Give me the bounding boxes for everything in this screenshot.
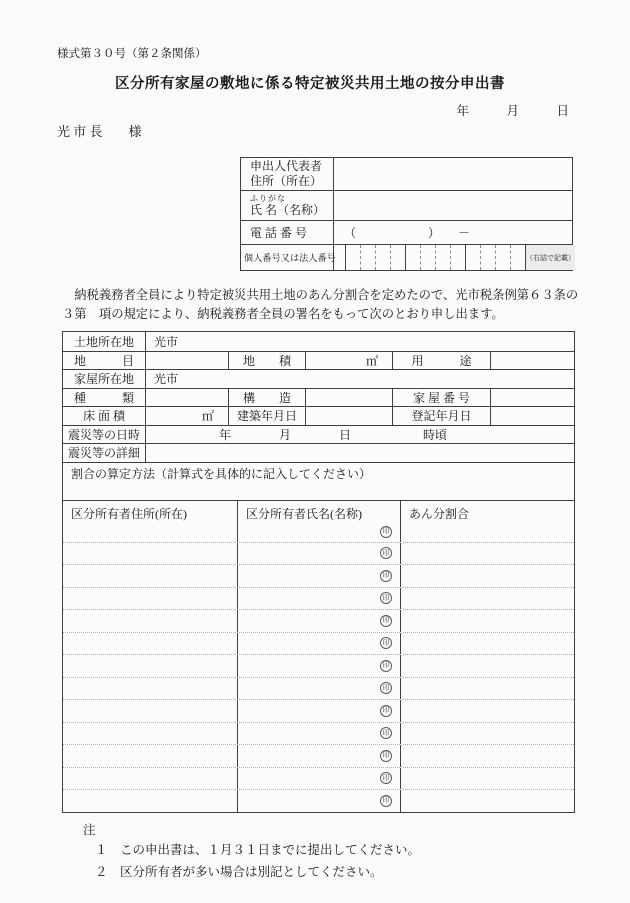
form-title: 区分所有家屋の敷地に係る特定被災共用土地の按分申出書 bbox=[115, 76, 505, 92]
owner-name-cell[interactable] bbox=[238, 700, 401, 722]
number-lead-cell[interactable] bbox=[334, 245, 346, 270]
number-digit-cell[interactable] bbox=[346, 245, 360, 270]
note-item-1: １ この申出書は、１月３１日までに提出してください。 bbox=[95, 843, 421, 857]
disaster-datetime-label: 震災等の日時 bbox=[63, 426, 146, 443]
phone-field[interactable]: （ ） － bbox=[344, 226, 471, 240]
seal-icon: 印 bbox=[380, 750, 392, 762]
disaster-datetime-field[interactable]: 年 月 日 時頃 bbox=[219, 427, 448, 442]
owners-header-row bbox=[63, 500, 574, 542]
owner-ratio-cell[interactable] bbox=[401, 543, 574, 565]
personal-number-label: 個人番号又は法人番号 bbox=[241, 245, 334, 270]
owner-ratio-cell[interactable] bbox=[401, 655, 574, 677]
number-digit-cell[interactable] bbox=[450, 245, 465, 270]
registry-date-field[interactable] bbox=[491, 407, 574, 425]
form-number: 様式第３０号（第２条関係） bbox=[57, 48, 207, 60]
land-category-field[interactable] bbox=[146, 352, 229, 370]
floor-area-field[interactable]: ㎡ bbox=[146, 407, 229, 425]
registry-date-label: 登記年月日 bbox=[393, 407, 491, 425]
calculation-method-field[interactable]: 割合の算定方法（計算式を具体的に記入してください） bbox=[71, 466, 372, 481]
owner-name-cell[interactable] bbox=[238, 678, 401, 700]
owner-address-cell[interactable] bbox=[63, 588, 238, 610]
owner-name-cell[interactable] bbox=[238, 655, 401, 677]
owner-address-cell[interactable] bbox=[63, 700, 238, 722]
representative-row bbox=[241, 158, 572, 190]
house-kind-field[interactable] bbox=[146, 389, 229, 407]
floor-area-label: 床 面 積 bbox=[63, 407, 146, 425]
seal-icon: 印 bbox=[380, 547, 392, 559]
house-location-row bbox=[63, 369, 574, 388]
owner-ratio-cell[interactable] bbox=[401, 768, 574, 790]
phone-label: 電 話 番 号 bbox=[241, 221, 334, 244]
property-table bbox=[62, 331, 575, 813]
land-category-label: 地 目 bbox=[63, 352, 146, 370]
owner-name-cell[interactable] bbox=[238, 745, 401, 767]
declaration-text: 納税義務者全員により特定被災共用土地のあん分割合を定めたので、光市税条例第６３条の ３第 項の規定により、納税義務者全員の署名をもって次のとおり申し出ます。 bbox=[62, 288, 579, 321]
addressee: 光 市 長 様 bbox=[57, 124, 142, 139]
number-digit-cell[interactable] bbox=[480, 245, 495, 270]
land-location-field[interactable]: 光市 bbox=[154, 334, 179, 349]
build-date-field[interactable] bbox=[306, 407, 393, 425]
seal-icon: 印 bbox=[380, 772, 392, 784]
owner-address-cell[interactable] bbox=[63, 655, 238, 677]
house-detail-row1 bbox=[63, 388, 574, 407]
representative-address-label: 申出人代表者 住所（所在） bbox=[241, 158, 334, 190]
land-area-field[interactable]: ㎡ bbox=[306, 352, 393, 370]
seal-icon: 印 bbox=[380, 637, 392, 649]
house-number-field[interactable] bbox=[491, 389, 574, 407]
house-detail-row2 bbox=[63, 406, 574, 425]
seal-icon: 印 bbox=[380, 660, 392, 672]
owner-name-header-cell bbox=[238, 501, 401, 542]
note-item-2: ２ 区分所有者が多い場合は別記としてください。 bbox=[95, 864, 383, 879]
house-structure-field[interactable] bbox=[306, 389, 393, 407]
owner-address-cell[interactable] bbox=[63, 723, 238, 745]
disaster-details-field[interactable] bbox=[146, 444, 574, 462]
number-note: （右詰で記載） bbox=[526, 245, 575, 270]
owner-address-cell[interactable] bbox=[63, 633, 238, 655]
owner-row bbox=[63, 632, 574, 655]
seal-icon: 印 bbox=[380, 705, 392, 717]
owner-row bbox=[63, 767, 574, 790]
date-line: 年 月 日 bbox=[456, 104, 569, 118]
owner-row bbox=[63, 677, 574, 700]
house-location-label: 家屋所在地 bbox=[63, 370, 146, 388]
owner-address-cell[interactable] bbox=[63, 790, 238, 812]
owner-ratio-cell[interactable] bbox=[401, 610, 574, 632]
number-digit-cell[interactable] bbox=[435, 245, 450, 270]
land-detail-row bbox=[63, 351, 574, 370]
owner-name-cell[interactable] bbox=[238, 790, 401, 812]
name-field[interactable] bbox=[334, 191, 572, 220]
seal-icon: 印 bbox=[380, 592, 392, 604]
owner-ratio-cell[interactable] bbox=[401, 745, 574, 767]
land-area-label: 地 積 bbox=[229, 352, 306, 370]
owner-name-cell[interactable] bbox=[238, 588, 401, 610]
personal-number-row bbox=[241, 244, 575, 270]
number-digit-cell[interactable] bbox=[406, 245, 420, 270]
owner-name-cell[interactable] bbox=[238, 633, 401, 655]
seal-icon: 印 bbox=[380, 570, 392, 582]
owner-row bbox=[63, 564, 574, 587]
seal-icon: 印 bbox=[380, 727, 392, 739]
owner-name-header: 区分所有者氏名(名称) bbox=[246, 506, 362, 521]
notes-section bbox=[83, 820, 420, 883]
number-digit-cell[interactable] bbox=[375, 245, 390, 270]
notes-heading: 注 bbox=[83, 823, 96, 837]
owner-ratio-cell[interactable] bbox=[401, 700, 574, 722]
owner-row bbox=[63, 654, 574, 677]
disaster-datetime-row bbox=[63, 425, 574, 443]
phone-row bbox=[241, 220, 572, 244]
disaster-details-row bbox=[63, 443, 574, 462]
house-kind-label: 種 類 bbox=[63, 389, 146, 407]
owner-row bbox=[63, 587, 574, 610]
number-digit-cell[interactable] bbox=[510, 245, 525, 270]
owner-name-cell[interactable] bbox=[238, 723, 401, 745]
disaster-details-label: 震災等の詳細 bbox=[63, 444, 146, 462]
owner-row bbox=[63, 542, 574, 565]
seal-icon: 印 bbox=[380, 526, 392, 538]
owner-name-cell[interactable] bbox=[238, 610, 401, 632]
land-use-label: 用 途 bbox=[393, 352, 491, 370]
seal-icon: 印 bbox=[380, 795, 392, 807]
owner-ratio-cell[interactable] bbox=[401, 565, 574, 587]
house-location-field[interactable]: 光市 bbox=[154, 372, 179, 387]
owner-address-cell[interactable] bbox=[63, 678, 238, 700]
owners-rows bbox=[63, 542, 574, 812]
owner-name-cell[interactable] bbox=[238, 565, 401, 587]
build-date-label: 建築年月日 bbox=[229, 407, 306, 425]
seal-icon: 印 bbox=[380, 615, 392, 627]
owner-row bbox=[63, 609, 574, 632]
owner-ratio-cell[interactable] bbox=[401, 790, 574, 812]
owner-ratio-cell[interactable] bbox=[401, 633, 574, 655]
owner-row bbox=[63, 744, 574, 767]
owner-address-header: 区分所有者住所(所在) bbox=[63, 501, 238, 542]
owner-name-cell[interactable] bbox=[238, 768, 401, 790]
owner-address-cell[interactable] bbox=[63, 610, 238, 632]
land-location-row bbox=[63, 332, 574, 351]
owner-address-cell[interactable] bbox=[63, 768, 238, 790]
land-location-label: 土地所在地 bbox=[63, 332, 146, 351]
applicant-table bbox=[240, 157, 573, 271]
number-digit-cell[interactable] bbox=[390, 245, 405, 270]
owner-row bbox=[63, 699, 574, 722]
house-number-label: 家 屋 番 号 bbox=[393, 389, 491, 407]
representative-address-field[interactable] bbox=[334, 158, 572, 190]
owner-ratio-cell[interactable] bbox=[401, 588, 574, 610]
number-digit-cell[interactable] bbox=[466, 245, 480, 270]
owner-ratio-cell[interactable] bbox=[401, 678, 574, 700]
owner-address-cell[interactable] bbox=[63, 543, 238, 565]
number-cells bbox=[334, 245, 526, 270]
number-digit-cell[interactable] bbox=[495, 245, 510, 270]
owner-row bbox=[63, 722, 574, 745]
number-digit-cell[interactable] bbox=[360, 245, 375, 270]
owner-ratio-header: あん分割合 bbox=[409, 506, 470, 521]
owner-address-cell[interactable] bbox=[63, 745, 238, 767]
land-use-field[interactable] bbox=[491, 352, 574, 370]
name-row bbox=[241, 190, 572, 220]
owner-ratio-cell[interactable] bbox=[401, 723, 574, 745]
calculation-method-row bbox=[63, 462, 574, 500]
owner-name-cell[interactable] bbox=[238, 543, 401, 565]
name-label: ふりがな 氏 名（名称） bbox=[241, 191, 334, 220]
number-digit-cell[interactable] bbox=[420, 245, 435, 270]
seal-icon: 印 bbox=[380, 682, 392, 694]
owner-row bbox=[63, 789, 574, 812]
house-structure-label: 構 造 bbox=[229, 389, 306, 407]
owner-address-cell[interactable] bbox=[63, 565, 238, 587]
furigana-label: ふりがな bbox=[250, 194, 286, 203]
